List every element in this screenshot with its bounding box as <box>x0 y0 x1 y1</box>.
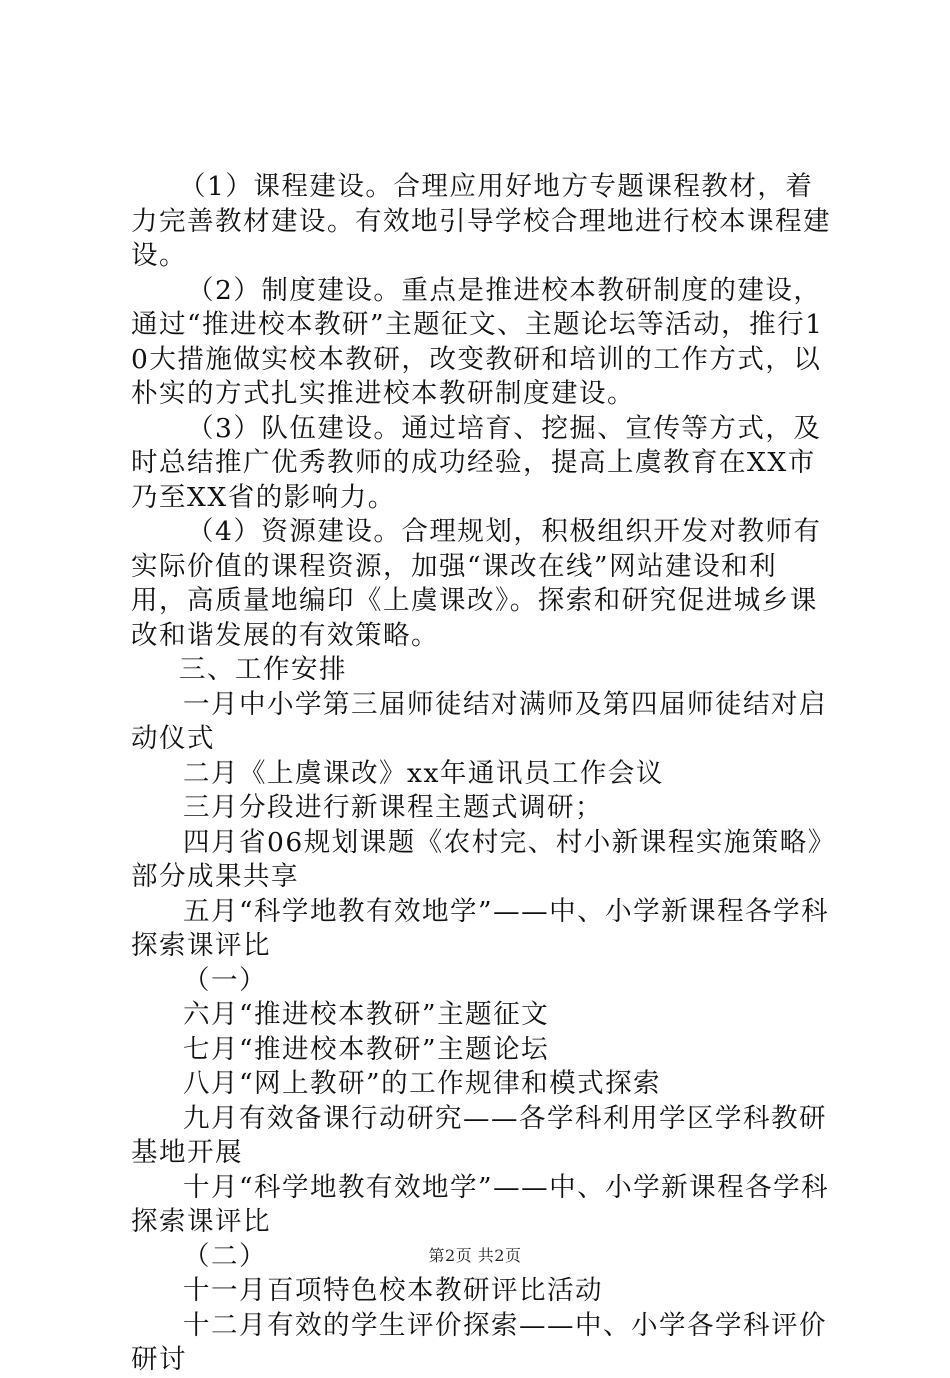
page-footer: 第2页 共2页 <box>428 1246 522 1265</box>
schedule-december: 十二月有效的学生评价探索——中、小学各学科评价研讨 <box>131 1309 827 1375</box>
paragraph-course-building: （1）课程建设。合理应用好地方专题课程教材，着力完善教材建设。有效地引导学校合理地进行校本课程建设。 <box>131 171 831 271</box>
document-body <box>131 170 831 1378</box>
schedule-may: 五月“科学地教有效地学”——中、小学新课程各学科探索课评比 <box>131 895 830 961</box>
schedule-october: 十月“科学地教有效地学”——中、小学新课程各学科探索课评比 <box>131 1171 830 1237</box>
paragraph-team-building: （3）队伍建设。通过培育、挖掘、宣传等方式，及时总结推广优秀教师的成功经验，提高上虞教育在XX市乃至XX省的影响力。 <box>131 412 822 513</box>
paragraph-system-building: （2）制度建设。重点是推进校本教研制度的建设，通过“推进校本教研”主题征文、主题论坛等活动，推行10大措施做实校本教研，改变教研和培训的工作方式，以朴实的方式扎实推进校本教研制度建设。 <box>131 274 824 409</box>
schedule-june: 六月“推进校本教研”主题征文 <box>183 999 550 1030</box>
schedule-january: 一月中小学第三届师徒结对满师及第四届师徒结对启动仪式 <box>131 688 827 754</box>
schedule-marker-one: （一） <box>183 964 267 996</box>
paragraph-resource-building: （4）资源建设。合理规划，积极组织开发对教师有实际价值的课程资源，加强“课改在线”网站建设和利用，高质量地编印《上虞课改》。探索和研究促进城乡课改和谐发展的有效策略。 <box>131 516 822 651</box>
schedule-march: 三月分段进行新课程主题式调研； <box>183 792 603 823</box>
section-heading-work-arrangement: 三、工作安排 <box>179 654 347 685</box>
schedule-august: 八月“网上教研”的工作规律和模式探索 <box>183 1068 662 1099</box>
schedule-april: 四月省06规划课题《农村完、村小新课程实施策略》部分成果共享 <box>131 826 823 892</box>
schedule-marker-two: （二） <box>183 1240 267 1272</box>
schedule-february: 二月《上虞课改》xx年通讯员工作会议 <box>183 757 664 789</box>
schedule-july: 七月“推进校本教研”主题论坛 <box>183 1033 550 1065</box>
schedule-september: 九月有效备课行动研究——各学科利用学区学科教研基地开展 <box>131 1102 827 1168</box>
schedule-november: 十一月百项特色校本教研评比活动 <box>183 1275 603 1306</box>
